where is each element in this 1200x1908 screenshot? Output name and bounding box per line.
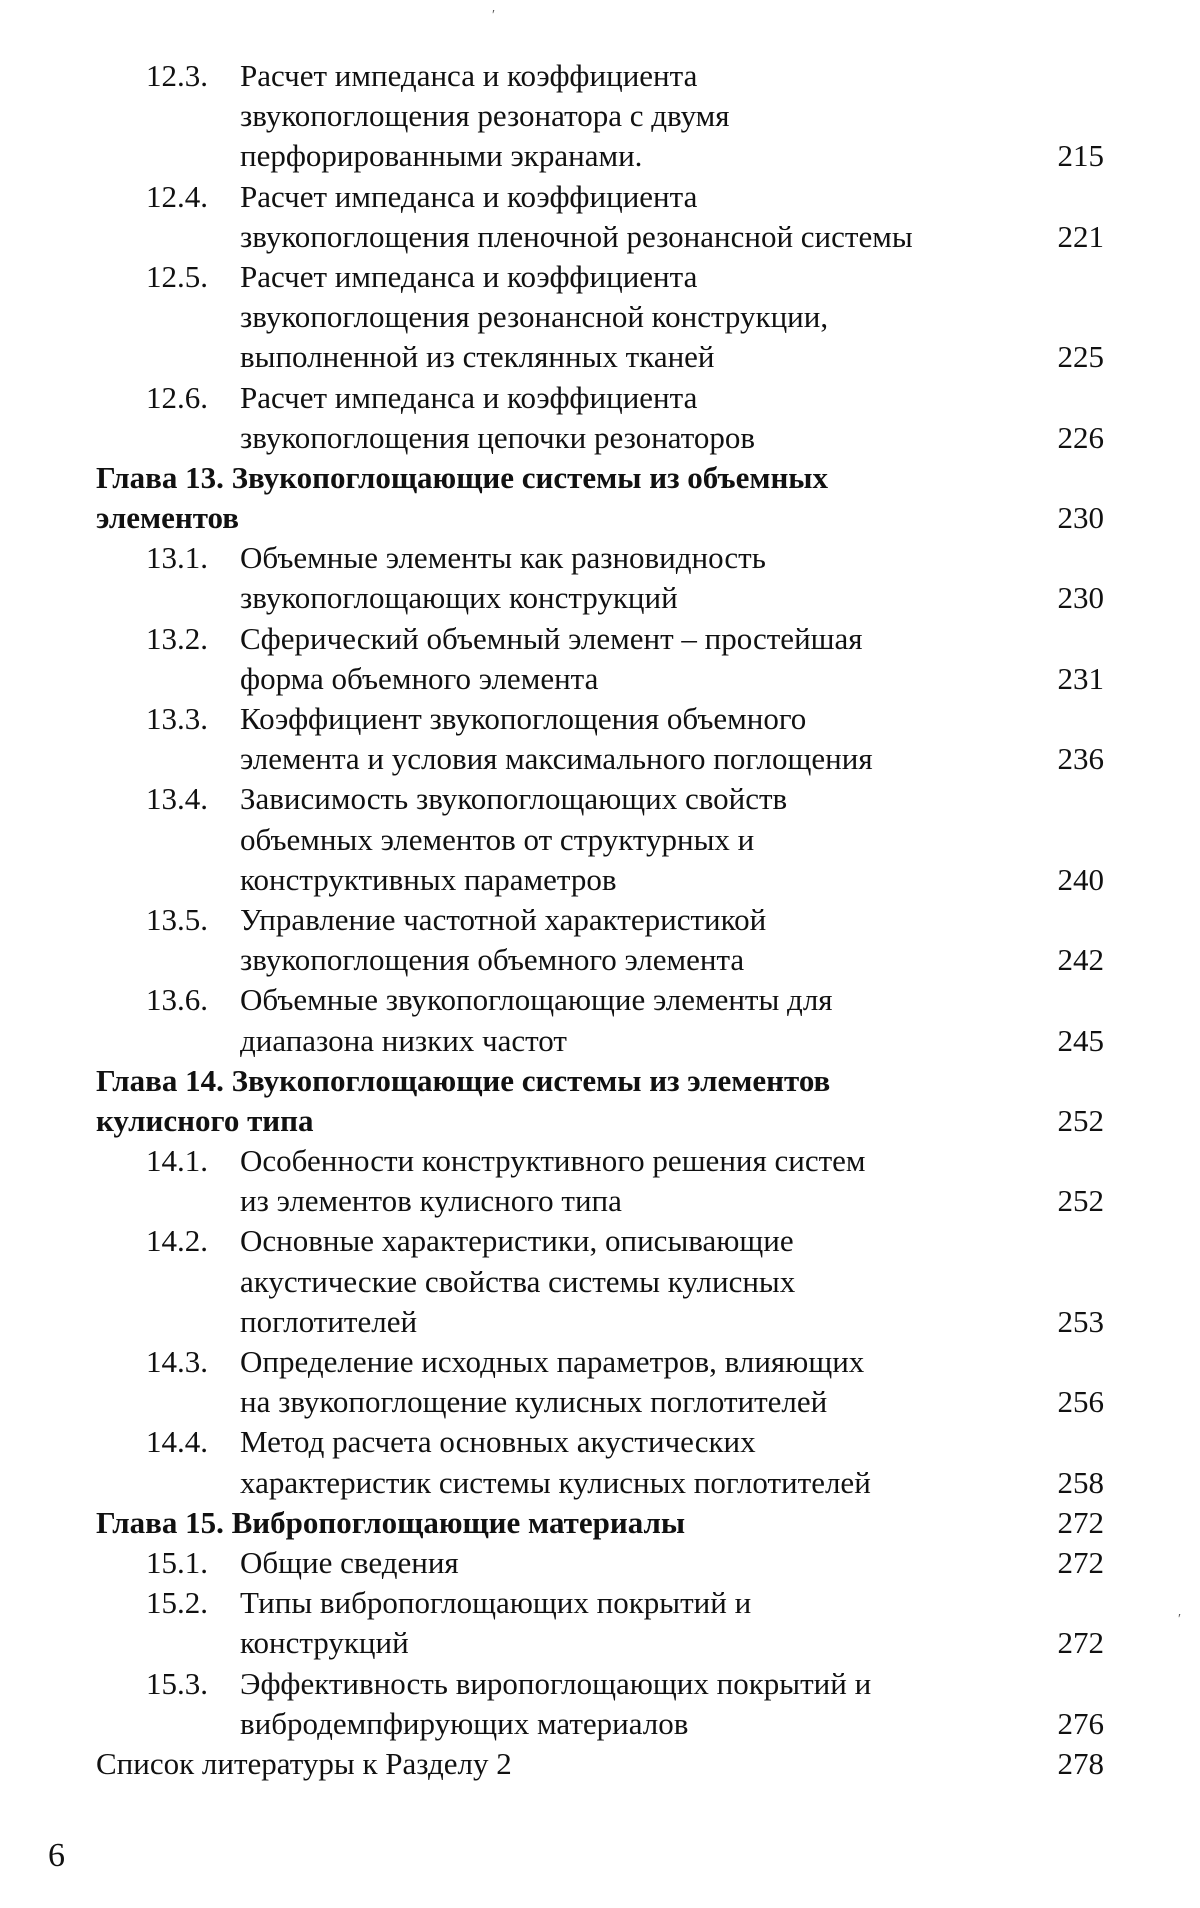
toc-line	[96, 1583, 1136, 1623]
toc-line	[96, 538, 1136, 578]
section-number: 14.2.	[146, 1223, 208, 1259]
section-title: из элементов кулисного типа	[240, 1183, 622, 1219]
section-number: 14.1.	[146, 1143, 208, 1179]
section-title: форма объемного элемента	[240, 660, 599, 696]
section-title: конструктивных параметров	[240, 861, 617, 897]
toc-line	[96, 217, 1136, 257]
section-title: Расчет импеданса и коэффициента	[240, 178, 698, 214]
toc-line	[96, 297, 1136, 337]
section-title: звукопоглощения резонансной конструкции,	[240, 299, 829, 335]
page-ref: 278	[1057, 1745, 1104, 1781]
section-number: 14.4.	[146, 1424, 208, 1460]
section-title: звукопоглощения объемного элемента	[240, 942, 745, 978]
toc-line	[96, 1221, 1136, 1261]
page-ref: 252	[1057, 1183, 1104, 1219]
toc-line	[96, 739, 1136, 779]
page-number: 6	[48, 1837, 65, 1874]
section-title: поглотителей	[240, 1303, 418, 1339]
section-title: Метод расчета основных акустических	[240, 1424, 756, 1460]
chapter-title: Глава 13. Звукопоглощающие системы из объемных	[96, 459, 829, 495]
section-number: 15.2.	[146, 1585, 208, 1621]
section-number: 15.3.	[146, 1665, 208, 1701]
toc-line	[96, 940, 1136, 980]
section-title: звукопоглощения пленочной резонансной системы	[240, 218, 913, 254]
page-ref: 252	[1057, 1102, 1104, 1138]
table-of-contents	[96, 56, 1136, 1784]
toc-line	[96, 1623, 1136, 1663]
toc-line	[96, 578, 1136, 618]
section-title: вибродемпфирующих материалов	[240, 1705, 689, 1741]
page-ref: 272	[1057, 1544, 1104, 1580]
toc-line	[96, 1302, 1136, 1342]
section-title: Расчет импеданса и коэффициента	[240, 379, 698, 415]
section-number: 13.1.	[146, 540, 208, 576]
section-title: Коэффициент звукопоглощения объемного	[240, 701, 807, 736]
section-number: 14.3.	[146, 1344, 208, 1379]
toc-line	[96, 418, 1136, 458]
chapter-title: элементов	[96, 500, 240, 536]
section-title: звукопоглощения цепочки резонаторов	[240, 419, 755, 455]
page-ref: 272	[1057, 1625, 1104, 1661]
section-title: характеристик системы кулисных поглотителей	[240, 1464, 871, 1500]
page-ref: 230	[1057, 580, 1104, 616]
toc-line	[96, 619, 1136, 659]
toc-line	[96, 1262, 1136, 1302]
section-title: звукопоглощающих конструкций	[240, 580, 678, 616]
scan-mark-top: ′	[492, 8, 496, 23]
toc-line	[96, 1342, 1136, 1382]
section-title: Определение исходных параметров, влияющих	[240, 1344, 865, 1379]
toc-line	[96, 820, 1136, 860]
toc-line	[96, 378, 1136, 418]
toc-line	[96, 699, 1136, 739]
page-ref: 225	[1057, 339, 1104, 375]
section-number: 13.3.	[146, 701, 208, 736]
section-number: 13.4.	[146, 781, 208, 817]
section-title: Расчет импеданса и коэффициента	[240, 258, 698, 294]
section-title: акустические свойства системы кулисных	[240, 1263, 796, 1299]
toc-chapter-line	[96, 498, 1136, 538]
page-ref: 215	[1057, 138, 1104, 174]
page-ref: 245	[1057, 1022, 1104, 1058]
section-title: Зависимость звукопоглощающих свойств	[240, 781, 788, 817]
section-title: Эффективность виропоглощающих покрытий и	[240, 1665, 872, 1701]
section-title: конструкций	[240, 1625, 409, 1661]
toc-line	[96, 1382, 1136, 1422]
toc-chapter-line	[96, 1503, 1136, 1543]
section-number: 12.6.	[146, 379, 208, 415]
toc-line	[96, 1141, 1136, 1181]
section-title: Список литературы к Разделу 2	[96, 1745, 512, 1781]
page-ref: 240	[1057, 861, 1104, 897]
section-number: 13.2.	[146, 620, 208, 656]
section-number: 13.5.	[146, 901, 208, 937]
toc-line	[96, 1543, 1136, 1583]
section-number: 13.6.	[146, 982, 208, 1018]
scan-mark-right: ′	[1178, 1612, 1182, 1627]
section-title: на звукопоглощение кулисных поглотителей	[240, 1384, 828, 1420]
section-title: Основные характеристики, описывающие	[240, 1223, 794, 1259]
section-title: выполненной из стеклянных тканей	[240, 339, 715, 375]
toc-line	[96, 1181, 1136, 1221]
section-number: 12.3.	[146, 58, 208, 93]
page-ref: 221	[1057, 218, 1104, 254]
page-ref: 242	[1057, 942, 1104, 978]
page-ref: 236	[1057, 741, 1104, 777]
chapter-title: Глава 15. Вибропоглощающие материалы	[96, 1504, 686, 1540]
page-ref: 230	[1057, 500, 1104, 536]
section-number: 15.1.	[146, 1544, 208, 1580]
page-ref: 226	[1057, 419, 1104, 455]
toc-line	[96, 257, 1136, 297]
section-title: Типы вибропоглощающих покрытий и	[240, 1585, 752, 1621]
toc-line	[96, 1422, 1136, 1462]
toc-line	[96, 136, 1136, 176]
section-title: Общие сведения	[240, 1544, 459, 1580]
toc-line	[96, 96, 1136, 136]
page-ref: 253	[1057, 1303, 1104, 1339]
toc-line	[96, 659, 1136, 699]
toc-chapter-line	[96, 458, 1136, 498]
toc-line	[96, 1704, 1136, 1744]
toc-line	[96, 980, 1136, 1020]
toc-chapter-line	[96, 1101, 1136, 1141]
page-ref: 256	[1057, 1384, 1104, 1420]
toc-line	[96, 860, 1136, 900]
page-ref: 258	[1057, 1464, 1104, 1500]
toc-chapter-line	[96, 1061, 1136, 1101]
toc-line	[96, 56, 1136, 96]
chapter-title: Глава 14. Звукопоглощающие системы из элементов	[96, 1062, 831, 1098]
section-title: перфорированными экранами.	[240, 138, 643, 174]
toc-line	[96, 337, 1136, 377]
section-number: 12.4.	[146, 178, 208, 214]
section-title: звукопоглощения резонатора с двумя	[240, 98, 730, 134]
chapter-title: кулисного типа	[96, 1102, 314, 1138]
section-title: Управление частотной характеристикой	[240, 901, 767, 937]
toc-line	[96, 177, 1136, 217]
section-title: Сферический объемный элемент – простейшая	[240, 620, 863, 656]
section-number: 12.5.	[146, 258, 208, 294]
page-ref: 276	[1057, 1705, 1104, 1741]
section-title: диапазона низких частот	[240, 1022, 567, 1058]
section-title: Особенности конструктивного решения систем	[240, 1143, 866, 1179]
toc-line	[96, 1664, 1136, 1704]
page-ref: 272	[1057, 1504, 1104, 1540]
section-title: Объемные звукопоглощающие элементы для	[240, 982, 833, 1018]
toc-line	[96, 1744, 1136, 1784]
toc-line	[96, 779, 1136, 819]
toc-line	[96, 1021, 1136, 1061]
toc-line	[96, 900, 1136, 940]
section-title: Расчет импеданса и коэффициента	[240, 58, 698, 93]
page-ref: 231	[1057, 660, 1104, 696]
section-title: элемента и условия максимального поглощения	[240, 741, 873, 777]
toc-line	[96, 1463, 1136, 1503]
section-title: Объемные элементы как разновидность	[240, 540, 766, 576]
section-title: объемных элементов от структурных и	[240, 821, 755, 857]
